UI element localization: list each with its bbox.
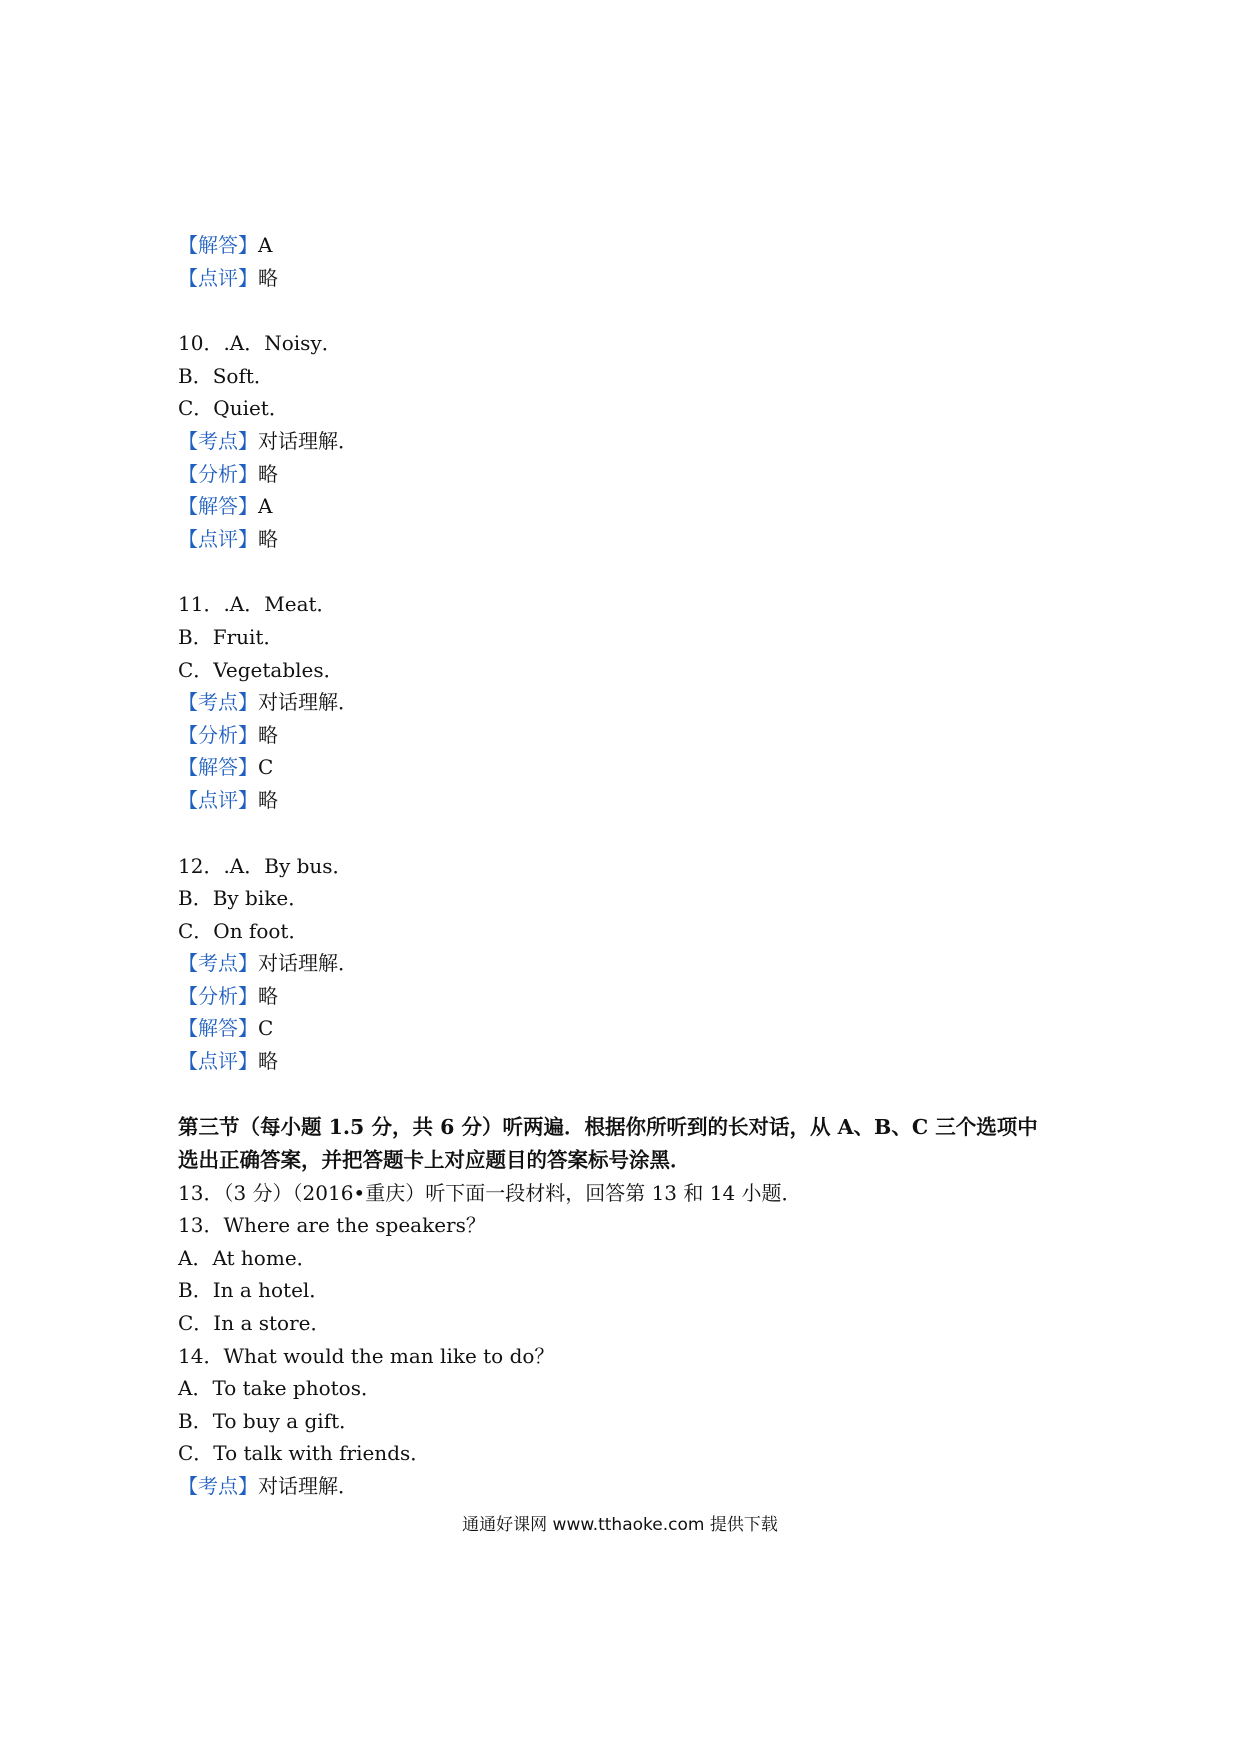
kaodian-tag: 【考点】 — [178, 690, 258, 715]
q10-jieda-line — [178, 490, 1078, 523]
section3-kaodian-line — [178, 1470, 1078, 1503]
section3-intro: 13．（3 分）（2016•重庆）听下面一段材料，回答第 13 和 14 小题． — [178, 1180, 802, 1205]
q11-option-b: B．Fruit． — [178, 624, 284, 649]
comment-tag: 【点评】 — [178, 787, 258, 812]
q12-kaodian-line — [178, 947, 1078, 980]
q11-jieda-line — [178, 751, 1078, 784]
section3-heading-line1: 第三节（每小题 1.5 分，共 6 分）听两遍．根据你所听到的长对话，从 A、B、C 三个选项中 — [178, 1114, 1038, 1139]
kaodian-tag: 【考点】 — [178, 428, 258, 453]
kaodian-tag: 【考点】 — [178, 951, 258, 976]
answer-tag: 【解答】 — [178, 494, 258, 519]
q10-kaodian-line — [178, 425, 1078, 458]
fenxi-tag: 【分析】 — [178, 461, 258, 486]
q12-dianping-line — [178, 1045, 1078, 1078]
q13-question: 13．Where are the speakers？ — [178, 1213, 486, 1238]
spacer — [178, 1078, 1078, 1111]
fenxi-tag: 【分析】 — [178, 983, 258, 1008]
comment-value: 略 — [258, 1049, 278, 1074]
answer-value: A — [258, 233, 273, 257]
q10-option-b: B．Soft． — [178, 363, 274, 388]
q12-fenxi-line — [178, 980, 1078, 1013]
q11-kaodian-line — [178, 686, 1078, 719]
q10-dianping-line — [178, 523, 1078, 556]
comment-tag: 【点评】 — [178, 1049, 258, 1074]
q12-option-a: 12．.A．By bus． — [178, 853, 353, 878]
fenxi-value: 略 — [258, 983, 278, 1008]
comment-line — [178, 262, 1078, 295]
answer-value: A — [258, 494, 273, 519]
q12-jieda-line — [178, 1012, 1078, 1045]
answer-line — [178, 229, 1078, 262]
fenxi-value: 略 — [258, 722, 278, 747]
comment-value: 略 — [258, 526, 278, 551]
q14-question: 14．What would the man like to do？ — [178, 1343, 555, 1368]
comment-tag: 【点评】 — [178, 265, 258, 290]
q11-option-c: C．Vegetables． — [178, 657, 344, 682]
kaodian-tag: 【考点】 — [178, 1474, 258, 1498]
fenxi-tag: 【分析】 — [178, 722, 258, 747]
answer-value: C — [258, 1016, 274, 1041]
q11-dianping-line — [178, 784, 1078, 817]
fenxi-value: 略 — [258, 461, 278, 486]
answer-value: C — [258, 755, 274, 780]
answer-tag: 【解答】 — [178, 233, 258, 257]
q13-option-b: B．In a hotel． — [178, 1278, 330, 1303]
section3-heading-line2: 选出正确答案，并把答题卡上对应题目的答案标号涂黑． — [178, 1147, 691, 1172]
q14-option-b: B．To buy a gift． — [178, 1408, 360, 1433]
kaodian-value: 对话理解． — [258, 951, 358, 976]
kaodian-value: 对话理解． — [258, 690, 358, 715]
q10-option-a: 10．.A．Noisy． — [178, 331, 342, 356]
answer-tag: 【解答】 — [178, 1016, 258, 1041]
q10-fenxi-line — [178, 458, 1078, 491]
comment-value: 略 — [258, 787, 278, 812]
q11-fenxi-line — [178, 719, 1078, 752]
q14-option-a: A．To take photos． — [178, 1376, 381, 1401]
page-content — [178, 229, 1078, 1503]
q11-option-a: 11．.A．Meat． — [178, 592, 337, 617]
comment-tag: 【点评】 — [178, 526, 258, 551]
q12-option-c: C．On foot． — [178, 918, 309, 943]
q12-option-b: B．By bike． — [178, 886, 309, 911]
page-footer: 通通好课网 www.tthaoke.com 提供下载 — [462, 1515, 778, 1535]
answer-tag: 【解答】 — [178, 755, 258, 780]
spacer — [178, 817, 1078, 850]
comment-value: 略 — [258, 265, 278, 290]
kaodian-value: 对话理解． — [258, 428, 358, 453]
q10-option-c: C．Quiet． — [178, 396, 289, 421]
q13-option-c: C．In a store． — [178, 1311, 331, 1336]
q14-option-c: C．To talk with friends． — [178, 1441, 431, 1466]
q13-option-a: A．At home． — [178, 1245, 317, 1270]
kaodian-value: 对话理解． — [258, 1474, 358, 1498]
spacer — [178, 294, 1078, 327]
spacer — [178, 555, 1078, 588]
